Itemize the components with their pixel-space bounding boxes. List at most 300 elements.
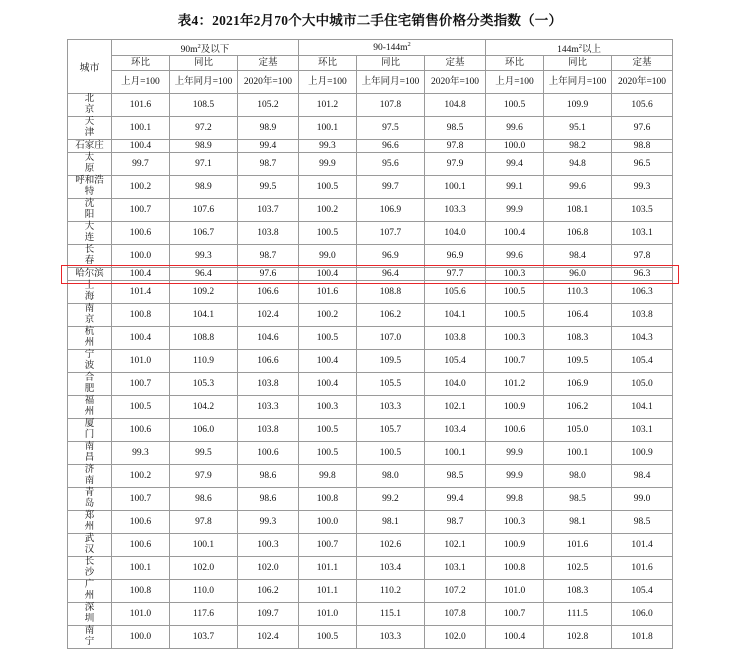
value-cell: 98.5: [544, 488, 612, 511]
value-cell: 95.1: [544, 117, 612, 140]
value-cell: 94.8: [544, 153, 612, 176]
value-cell: 100.3: [486, 511, 544, 534]
value-cell: 100.5: [298, 176, 356, 199]
value-cell: 100.5: [298, 419, 356, 442]
value-cell: 99.8: [486, 488, 544, 511]
value-cell: 96.6: [356, 140, 424, 153]
value-cell: 100.5: [111, 396, 169, 419]
value-cell: 99.3: [169, 245, 237, 268]
table-row: [67, 626, 672, 649]
value-cell: 104.8: [424, 94, 485, 117]
value-cell: 98.1: [356, 511, 424, 534]
value-cell: 104.0: [424, 373, 485, 396]
city-label: 太 原: [67, 153, 111, 176]
value-cell: 101.0: [298, 603, 356, 626]
value-cell: 96.3: [612, 268, 673, 281]
value-cell: 96.4: [356, 268, 424, 281]
value-cell: 104.1: [169, 304, 237, 327]
value-cell: 98.9: [169, 176, 237, 199]
city-label: 福 州: [67, 396, 111, 419]
city-label: 杭 州: [67, 327, 111, 350]
value-cell: 101.6: [544, 534, 612, 557]
value-cell: 102.1: [424, 534, 485, 557]
value-cell: 101.1: [298, 580, 356, 603]
value-cell: 105.3: [169, 373, 237, 396]
value-cell: 100.1: [298, 117, 356, 140]
table-row: [67, 534, 672, 557]
table-row: [67, 373, 672, 396]
city-label: 青 岛: [67, 488, 111, 511]
table-row: [67, 511, 672, 534]
value-cell: 100.8: [111, 304, 169, 327]
value-cell: 109.9: [544, 94, 612, 117]
table-row: [67, 268, 672, 281]
city-label: 合 肥: [67, 373, 111, 396]
value-cell: 100.4: [111, 327, 169, 350]
value-cell: 100.8: [486, 557, 544, 580]
value-cell: 100.4: [486, 626, 544, 649]
value-cell: 103.5: [612, 199, 673, 222]
value-cell: 100.6: [237, 442, 298, 465]
value-cell: 97.1: [169, 153, 237, 176]
table-row: [67, 140, 672, 153]
value-cell: 105.5: [356, 373, 424, 396]
value-cell: 100.4: [111, 140, 169, 153]
value-cell: 100.5: [298, 222, 356, 245]
value-cell: 103.8: [612, 304, 673, 327]
value-cell: 98.9: [237, 117, 298, 140]
city-label: 上 海: [67, 281, 111, 304]
value-cell: 101.1: [298, 557, 356, 580]
value-cell: 100.7: [298, 534, 356, 557]
value-cell: 99.3: [237, 511, 298, 534]
header-sub-0-1: 同比: [169, 56, 237, 71]
value-cell: 104.1: [612, 396, 673, 419]
value-cell: 101.8: [612, 626, 673, 649]
value-cell: 105.4: [612, 580, 673, 603]
header-sub-0-2: 定基: [237, 56, 298, 71]
value-cell: 98.7: [237, 153, 298, 176]
value-cell: 111.5: [544, 603, 612, 626]
value-cell: 106.2: [356, 304, 424, 327]
value-cell: 102.6: [356, 534, 424, 557]
city-label: 北 京: [67, 94, 111, 117]
value-cell: 108.3: [544, 327, 612, 350]
value-cell: 100.9: [612, 442, 673, 465]
value-cell: 106.0: [612, 603, 673, 626]
value-cell: 98.6: [237, 488, 298, 511]
value-cell: 101.4: [612, 534, 673, 557]
value-cell: 100.7: [111, 373, 169, 396]
value-cell: 98.5: [424, 117, 485, 140]
city-label: 南 昌: [67, 442, 111, 465]
header-base-2-1: 上年同月=100: [544, 71, 612, 94]
city-label: 沈 阳: [67, 199, 111, 222]
value-cell: 107.8: [424, 603, 485, 626]
value-cell: 103.8: [237, 222, 298, 245]
value-cell: 102.4: [237, 304, 298, 327]
table-row: [67, 199, 672, 222]
value-cell: 99.9: [298, 153, 356, 176]
value-cell: 103.8: [237, 419, 298, 442]
value-cell: 108.8: [356, 281, 424, 304]
value-cell: 99.5: [169, 442, 237, 465]
header-base-2-0: 上月=100: [486, 71, 544, 94]
value-cell: 100.0: [486, 140, 544, 153]
value-cell: 97.6: [612, 117, 673, 140]
table-row: [67, 281, 672, 304]
value-cell: 98.4: [544, 245, 612, 268]
value-cell: 106.2: [544, 396, 612, 419]
value-cell: 100.2: [111, 465, 169, 488]
table-row: [67, 245, 672, 268]
value-cell: 108.8: [169, 327, 237, 350]
value-cell: 102.0: [169, 557, 237, 580]
city-label: 呼和浩 特: [67, 176, 111, 199]
value-cell: 99.0: [612, 488, 673, 511]
value-cell: 100.8: [298, 488, 356, 511]
value-cell: 104.6: [237, 327, 298, 350]
value-cell: 101.0: [111, 350, 169, 373]
value-cell: 100.0: [111, 626, 169, 649]
value-cell: 98.7: [424, 511, 485, 534]
value-cell: 100.4: [486, 222, 544, 245]
value-cell: 100.1: [544, 442, 612, 465]
header-base-2-2: 2020年=100: [612, 71, 673, 94]
value-cell: 100.1: [111, 117, 169, 140]
value-cell: 99.7: [356, 176, 424, 199]
value-cell: 105.6: [612, 94, 673, 117]
value-cell: 100.8: [111, 580, 169, 603]
value-cell: 98.7: [237, 245, 298, 268]
value-cell: 96.5: [612, 153, 673, 176]
value-cell: 100.0: [298, 511, 356, 534]
city-label: 深 圳: [67, 603, 111, 626]
city-label: 南 宁: [67, 626, 111, 649]
value-cell: 103.4: [356, 557, 424, 580]
value-cell: 105.4: [424, 350, 485, 373]
table-row: [67, 117, 672, 140]
city-label: 广 州: [67, 580, 111, 603]
city-label: 郑 州: [67, 511, 111, 534]
value-cell: 99.9: [486, 442, 544, 465]
value-cell: 97.9: [424, 153, 485, 176]
value-cell: 100.5: [356, 442, 424, 465]
value-cell: 99.3: [612, 176, 673, 199]
value-cell: 117.6: [169, 603, 237, 626]
table-row: [67, 327, 672, 350]
value-cell: 100.2: [298, 304, 356, 327]
value-cell: 110.0: [169, 580, 237, 603]
value-cell: 100.5: [486, 281, 544, 304]
table-header: [67, 40, 672, 94]
value-cell: 100.9: [486, 534, 544, 557]
header-sub-1-0: 环比: [298, 56, 356, 71]
value-cell: 103.1: [612, 419, 673, 442]
value-cell: 98.0: [356, 465, 424, 488]
value-cell: 105.7: [356, 419, 424, 442]
value-cell: 99.8: [298, 465, 356, 488]
value-cell: 101.2: [486, 373, 544, 396]
value-cell: 98.6: [169, 488, 237, 511]
value-cell: 110.2: [356, 580, 424, 603]
value-cell: 100.3: [237, 534, 298, 557]
value-cell: 99.2: [356, 488, 424, 511]
header-sub-2-2: 定基: [612, 56, 673, 71]
table-row: [67, 153, 672, 176]
city-label: 哈尔滨: [67, 268, 111, 281]
value-cell: 100.5: [486, 94, 544, 117]
header-base-0-1: 上年同月=100: [169, 71, 237, 94]
city-label: 长 沙: [67, 557, 111, 580]
value-cell: 106.9: [544, 373, 612, 396]
value-cell: 102.1: [424, 396, 485, 419]
value-cell: 99.4: [424, 488, 485, 511]
table-row: [67, 557, 672, 580]
value-cell: 100.7: [486, 603, 544, 626]
value-cell: 108.3: [544, 580, 612, 603]
value-cell: 96.9: [356, 245, 424, 268]
city-label: 大 连: [67, 222, 111, 245]
value-cell: 100.4: [298, 268, 356, 281]
value-cell: 103.4: [424, 419, 485, 442]
value-cell: 99.6: [486, 245, 544, 268]
value-cell: 103.1: [424, 557, 485, 580]
value-cell: 96.0: [544, 268, 612, 281]
value-cell: 101.4: [111, 281, 169, 304]
value-cell: 101.6: [612, 557, 673, 580]
value-cell: 105.4: [612, 350, 673, 373]
value-cell: 96.9: [424, 245, 485, 268]
header-sub-0-0: 环比: [111, 56, 169, 71]
value-cell: 99.9: [486, 465, 544, 488]
header-base-0-0: 上月=100: [111, 71, 169, 94]
value-cell: 101.2: [298, 94, 356, 117]
value-cell: 105.0: [612, 373, 673, 396]
value-cell: 109.5: [544, 350, 612, 373]
table-row: [67, 465, 672, 488]
value-cell: 97.5: [356, 117, 424, 140]
table-row: [67, 350, 672, 373]
page-title: 表4：2021年2月70个大中城市二手住宅销售价格分类指数（一）: [177, 13, 563, 28]
value-cell: 100.1: [169, 534, 237, 557]
value-cell: 97.8: [612, 245, 673, 268]
value-cell: 103.3: [237, 396, 298, 419]
value-cell: 100.3: [486, 327, 544, 350]
city-label: 济 南: [67, 465, 111, 488]
value-cell: 103.3: [424, 199, 485, 222]
table-row: [67, 396, 672, 419]
value-cell: 106.2: [237, 580, 298, 603]
value-cell: 106.3: [612, 281, 673, 304]
value-cell: 99.3: [111, 442, 169, 465]
value-cell: 100.6: [486, 419, 544, 442]
value-cell: 104.3: [612, 327, 673, 350]
table-row: [67, 488, 672, 511]
value-cell: 102.0: [424, 626, 485, 649]
value-cell: 104.2: [169, 396, 237, 419]
value-cell: 99.3: [298, 140, 356, 153]
table-row: [67, 442, 672, 465]
value-cell: 98.2: [544, 140, 612, 153]
value-cell: 100.4: [298, 373, 356, 396]
value-cell: 99.6: [486, 117, 544, 140]
value-cell: 106.8: [544, 222, 612, 245]
value-cell: 104.0: [424, 222, 485, 245]
header-sub-1-2: 定基: [424, 56, 485, 71]
value-cell: 105.0: [544, 419, 612, 442]
value-cell: 97.9: [169, 465, 237, 488]
value-cell: 98.1: [544, 511, 612, 534]
value-cell: 107.7: [356, 222, 424, 245]
value-cell: 100.5: [298, 626, 356, 649]
value-cell: 102.0: [237, 557, 298, 580]
value-cell: 100.7: [111, 199, 169, 222]
value-cell: 102.4: [237, 626, 298, 649]
value-cell: 101.6: [298, 281, 356, 304]
header-base-1-2: 2020年=100: [424, 71, 485, 94]
value-cell: 107.6: [169, 199, 237, 222]
table-row: [67, 419, 672, 442]
table-row: [67, 304, 672, 327]
value-cell: 100.6: [111, 511, 169, 534]
value-cell: 103.8: [237, 373, 298, 396]
value-cell: 100.6: [111, 419, 169, 442]
value-cell: 100.2: [111, 176, 169, 199]
value-cell: 109.7: [237, 603, 298, 626]
value-cell: 106.0: [169, 419, 237, 442]
value-cell: 107.2: [424, 580, 485, 603]
value-cell: 108.5: [169, 94, 237, 117]
city-label: 宁 波: [67, 350, 111, 373]
city-label: 长 春: [67, 245, 111, 268]
value-cell: 97.6: [237, 268, 298, 281]
value-cell: 100.7: [111, 488, 169, 511]
value-cell: 100.3: [486, 268, 544, 281]
value-cell: 100.5: [298, 327, 356, 350]
value-cell: 100.6: [111, 534, 169, 557]
city-label: 天 津: [67, 117, 111, 140]
value-cell: 100.5: [298, 442, 356, 465]
value-cell: 106.9: [356, 199, 424, 222]
value-cell: 105.2: [237, 94, 298, 117]
value-cell: 110.9: [169, 350, 237, 373]
table-row: [67, 603, 672, 626]
value-cell: 100.3: [298, 396, 356, 419]
value-cell: 100.1: [424, 442, 485, 465]
value-cell: 100.5: [486, 304, 544, 327]
value-cell: 101.6: [111, 94, 169, 117]
value-cell: 101.0: [486, 580, 544, 603]
value-cell: 100.6: [111, 222, 169, 245]
value-cell: 100.1: [111, 557, 169, 580]
value-cell: 106.6: [237, 281, 298, 304]
city-label: 石家庄: [67, 140, 111, 153]
table-row: [67, 222, 672, 245]
value-cell: 99.5: [237, 176, 298, 199]
value-cell: 100.2: [298, 199, 356, 222]
header-sub-1-1: 同比: [356, 56, 424, 71]
header-city: 城市: [67, 40, 111, 94]
value-cell: 109.5: [356, 350, 424, 373]
value-cell: 100.0: [111, 245, 169, 268]
value-cell: 100.9: [486, 396, 544, 419]
value-cell: 109.2: [169, 281, 237, 304]
price-index-table: [67, 39, 673, 649]
value-cell: 99.0: [298, 245, 356, 268]
value-cell: 98.0: [544, 465, 612, 488]
value-cell: 99.9: [486, 199, 544, 222]
value-cell: 106.4: [544, 304, 612, 327]
value-cell: 103.7: [237, 199, 298, 222]
value-cell: 102.8: [544, 626, 612, 649]
value-cell: 98.8: [612, 140, 673, 153]
value-cell: 98.6: [237, 465, 298, 488]
value-cell: 100.4: [111, 268, 169, 281]
table-body: [67, 94, 672, 649]
value-cell: 110.3: [544, 281, 612, 304]
value-cell: 106.7: [169, 222, 237, 245]
value-cell: 98.4: [612, 465, 673, 488]
value-cell: 103.7: [169, 626, 237, 649]
value-cell: 100.7: [486, 350, 544, 373]
table-row: [67, 580, 672, 603]
value-cell: 96.4: [169, 268, 237, 281]
value-cell: 98.5: [424, 465, 485, 488]
value-cell: 102.5: [544, 557, 612, 580]
value-cell: 107.8: [356, 94, 424, 117]
value-cell: 99.1: [486, 176, 544, 199]
header-group-1: $90-144m^2$: [298, 40, 485, 56]
value-cell: 97.8: [169, 511, 237, 534]
header-sub-2-0: 环比: [486, 56, 544, 71]
value-cell: 100.4: [298, 350, 356, 373]
table-row: [67, 176, 672, 199]
city-label: 武 汉: [67, 534, 111, 557]
value-cell: 100.1: [424, 176, 485, 199]
header-base-1-1: 上年同月=100: [356, 71, 424, 94]
value-cell: 103.1: [612, 222, 673, 245]
header-base-1-0: 上月=100: [298, 71, 356, 94]
city-label: 南 京: [67, 304, 111, 327]
value-cell: 103.8: [424, 327, 485, 350]
header-group-2: $144m^2$以上: [486, 40, 673, 56]
header-base-0-2: 2020年=100: [237, 71, 298, 94]
value-cell: 98.5: [612, 511, 673, 534]
value-cell: 99.6: [544, 176, 612, 199]
table-row: [67, 94, 672, 117]
value-cell: 97.7: [424, 268, 485, 281]
value-cell: 99.7: [111, 153, 169, 176]
value-cell: 115.1: [356, 603, 424, 626]
value-cell: 104.1: [424, 304, 485, 327]
value-cell: 97.2: [169, 117, 237, 140]
city-label: 厦 门: [67, 419, 111, 442]
value-cell: 95.6: [356, 153, 424, 176]
value-cell: 103.3: [356, 626, 424, 649]
value-cell: 99.4: [486, 153, 544, 176]
value-cell: 99.4: [237, 140, 298, 153]
value-cell: 108.1: [544, 199, 612, 222]
value-cell: 105.6: [424, 281, 485, 304]
header-group-0: $90m^2$及以下: [111, 40, 298, 56]
value-cell: 97.8: [424, 140, 485, 153]
value-cell: 107.0: [356, 327, 424, 350]
header-sub-2-1: 同比: [544, 56, 612, 71]
value-cell: 98.9: [169, 140, 237, 153]
value-cell: 106.6: [237, 350, 298, 373]
value-cell: 103.3: [356, 396, 424, 419]
